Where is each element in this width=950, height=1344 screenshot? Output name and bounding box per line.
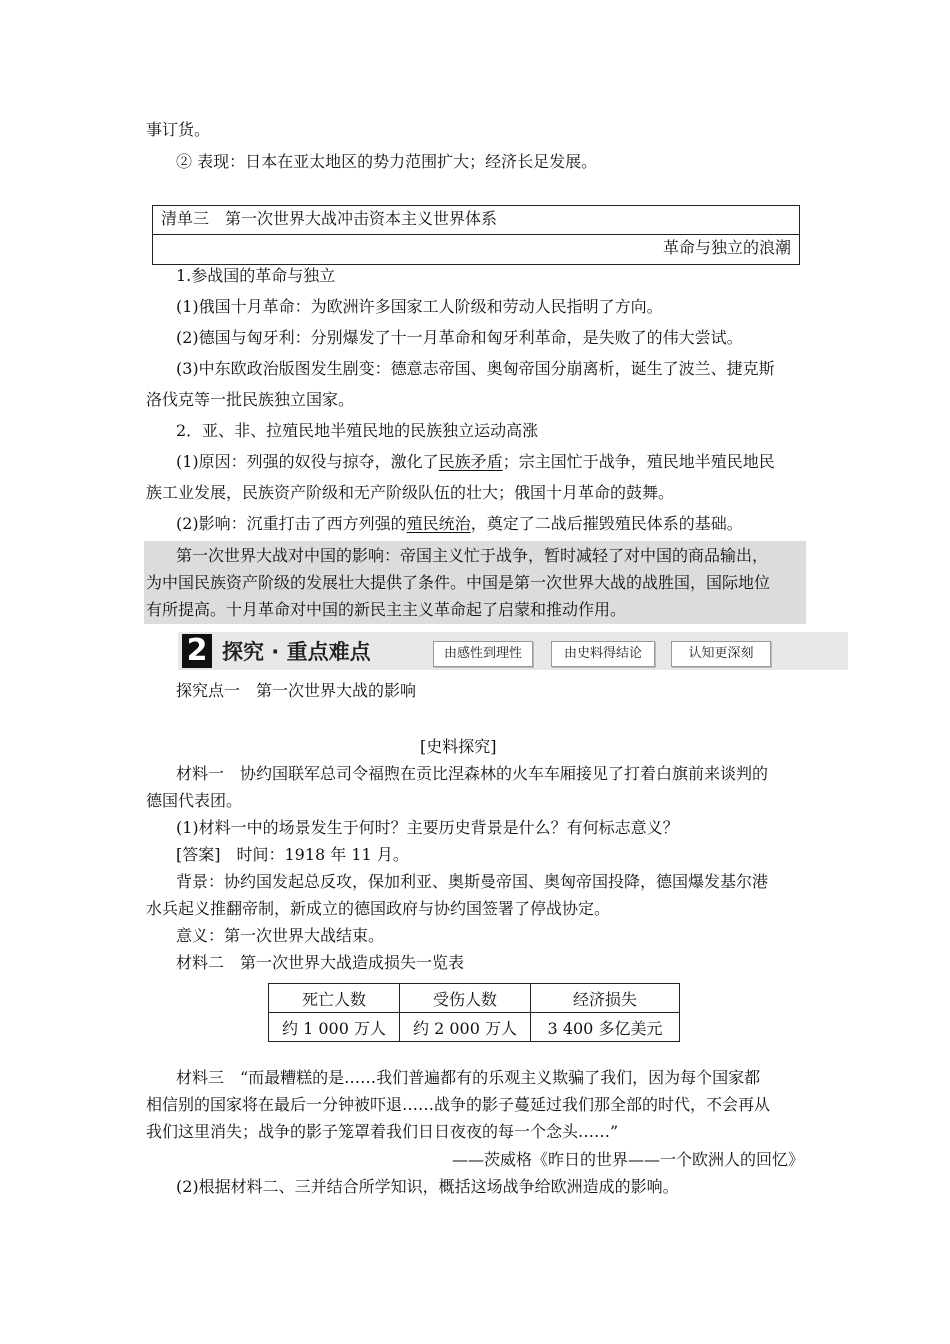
text-line: 材料一 协约国联军总司令福煦在贡比涅森林的火车车厢接见了打着白旗前来谈判的 <box>176 764 769 783</box>
answer-line: [答案] 时间：1918 年 11 月。 <box>176 845 409 864</box>
sub-heading: [史料探究] <box>420 737 497 756</box>
table-header: 受伤人数 <box>400 984 531 1013</box>
cause-text: (1)原因：列强的奴役与掠夺，激化了 <box>176 452 439 471</box>
material-title: 材料二 第一次世界大战造成损失一览表 <box>176 953 465 972</box>
text-line: 2．亚、非、拉殖民地半殖民地的民族独立运动高涨 <box>176 421 539 440</box>
impact-underlined: 殖民统治 <box>406 514 471 533</box>
text-line: (1)俄国十月革命：为欧洲许多国家工人阶级和劳动人民指明了方向。 <box>176 297 663 316</box>
table-row <box>269 1013 680 1042</box>
text-line: 1.参战国的革命与独立 <box>176 266 336 285</box>
section-number-badge: 2 <box>182 634 212 668</box>
question-line: (2)根据材料二、三并结合所学知识，概括这场战争给欧洲造成的影响。 <box>176 1177 679 1196</box>
text-line: 德国代表团。 <box>146 791 243 810</box>
loss-table <box>268 983 680 1042</box>
table-row <box>269 984 680 1013</box>
table-header: 经济损失 <box>531 984 680 1013</box>
cause-underlined: 民族矛盾 <box>438 452 503 471</box>
answer-line: 背景：协约国发起总反攻，保加利亚、奥斯曼帝国、奥匈帝国投降，德国爆发基尔港 <box>176 872 769 891</box>
cause-line <box>176 452 775 472</box>
tag-pill: 认知更深刻 <box>671 641 771 667</box>
citation: ——茨威格《昨日的世界——一个欧洲人的回忆》 <box>451 1150 804 1169</box>
banner-title: 探究 · 重点难点 <box>222 640 371 664</box>
list-box-subtitle: 革命与独立的浪潮 <box>662 238 791 257</box>
text-line: 材料三 “而最糟糕的是……我们普遍都有的乐观主义欺骗了我们，因为每个国家都 <box>176 1068 761 1087</box>
impact-text: (2)影响：沉重打击了西方列强的 <box>176 514 407 533</box>
list-box-title: 清单三 第一次世界大战冲击资本主义世界体系 <box>161 209 498 228</box>
text-line: (2)德国与匈牙利：分别爆发了十一月革命和匈牙利革命，是失败了的伟大尝试。 <box>176 328 743 347</box>
table-cell: 3 400 多亿美元 <box>531 1013 680 1042</box>
answer-line: 水兵起义推翻帝制，新成立的德国政府与协约国签署了停战协定。 <box>146 899 611 918</box>
text-line: (3)中东欧政治版图发生剧变：德意志帝国、奥匈帝国分崩离析，诞生了波兰、捷克斯 <box>176 359 775 378</box>
note-line: 为中国民族资产阶级的发展壮大提供了条件。中国是第一次世界大战的战胜国，国际地位 <box>146 573 771 592</box>
table-header: 死亡人数 <box>269 984 400 1013</box>
text-line: 族工业发展，民族资产阶级和无产阶级队伍的壮大；俄国十月革命的鼓舞。 <box>146 483 675 502</box>
text-line: 我们这里消失；战争的影子笼罩着我们日日夜夜的每一个念头……” <box>146 1122 619 1141</box>
tag-pill: 由史料得结论 <box>551 641 655 667</box>
tag-pill: 由感性到理性 <box>433 641 533 667</box>
text-line: ② 表现：日本在亚太地区的势力范围扩大；经济长足发展。 <box>176 152 598 171</box>
answer-line: 意义：第一次世界大战结束。 <box>176 926 385 945</box>
question-line: (1)材料一中的场景发生于何时？主要历史背景是什么？有何标志意义？ <box>176 818 679 837</box>
note-line: 有所提高。十月革命对中国的新民主主义革命起了启蒙和推动作用。 <box>146 600 627 619</box>
note-line: 第一次世界大战对中国的影响：帝国主义忙于战争，暂时减轻了对中国的商品输出， <box>176 546 769 565</box>
text-line: 事订货。 <box>146 120 211 139</box>
table-cell: 约 2 000 万人 <box>400 1013 531 1042</box>
impact-text: ，奠定了二战后摧毁殖民体系的基础。 <box>470 514 743 533</box>
table-cell: 约 1 000 万人 <box>269 1013 400 1042</box>
cause-text: ；宗主国忙于战争，殖民地半殖民地民 <box>502 452 775 471</box>
impact-line <box>176 514 743 534</box>
text-line: 相信别的国家将在最后一分钟被吓退……战争的影子蔓延过我们那全部的时代，不会再从 <box>146 1095 771 1114</box>
section-heading: 探究点一 第一次世界大战的影响 <box>176 681 417 700</box>
list-box-divider <box>153 234 799 235</box>
text-line: 洛伐克等一批民族独立国家。 <box>146 390 355 409</box>
list-box <box>152 205 800 265</box>
